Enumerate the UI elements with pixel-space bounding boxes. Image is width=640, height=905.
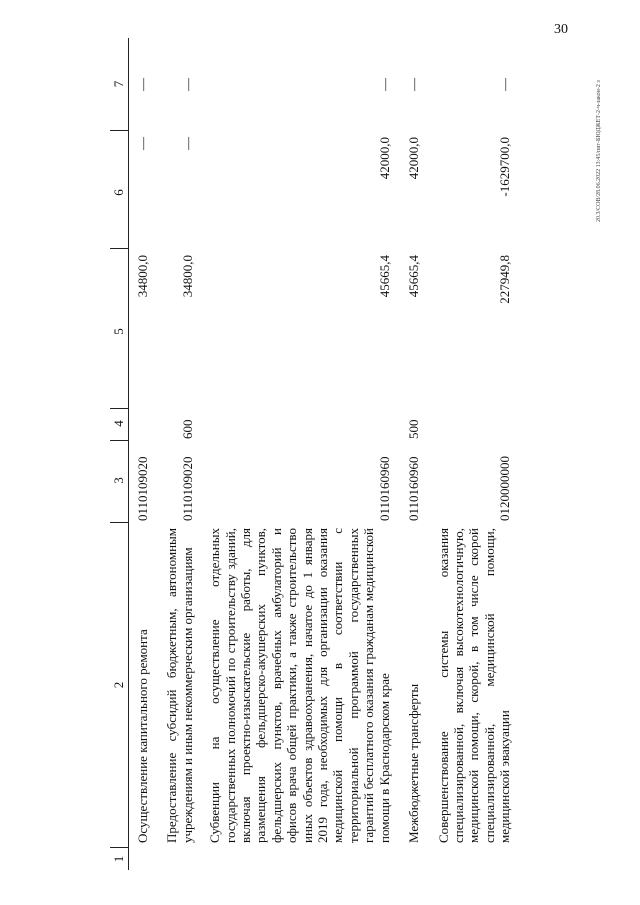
row-sum2: — [179,137,195,150]
row-sum3: — [497,78,513,91]
row-sum1: 34800,0 [179,255,195,298]
row-code: 0110160960 [376,456,392,521]
budget-table [110,38,590,870]
row-name: Предоставление субсидий бюджетным, автономным учреждениям и иным некоммерческим организациям [164,528,195,843]
table-row [135,38,150,870]
row-name: Субвенции на осуществление отдельных государственных полномочий по строительству зданий, включая проектно-изыскательские работы, для размещения фельдшерско-акушерских пунктов, фельдшерских пунктов, врачебных амбулаторий и офисов врача общей практики, а также строительство иных объектов здравоохранения, начатое до 1 января 2019 года, необходимых для организации оказания медицинской помощи в соответствии с территориальной программой государственных гарантий бесплатного оказания гражданам медицинской помощи в Краснодарском крае [207,528,392,843]
row-sum3: — [376,78,392,91]
table-row [436,38,513,870]
table-header [110,38,129,870]
row-name: Совершенствование системы оказания специализированной, включая высокотехнологичную, медицинской помощи, скорой, в том числе скорой специализированной, медицинской помощи, медицинской эвакуации [435,528,513,843]
header-col-5: 5 [110,249,128,409]
table-row [406,38,421,870]
row-sum2: 42000,0 [376,137,392,180]
row-sum1: 34800,0 [135,255,150,298]
row-sum1: 45665,4 [376,255,392,298]
row-sum3: — [179,78,195,91]
row-sum2: -1629700,0 [497,137,513,197]
header-col-3: 3 [110,441,128,523]
header-col-7: 7 [110,38,128,131]
table-row [207,38,392,870]
document-stamp: 20.3/СОВ/28.06.2022 13:45/пит-БЮДЖЕТ-2-ч-закон-2 з [596,80,602,222]
header-col-6: 6 [110,131,128,249]
row-code: 0120000000 [497,456,513,521]
header-col-4: 4 [110,409,128,441]
row-sum1: 45665,4 [406,255,422,298]
row-code: 0110160960 [406,456,422,521]
row-sum2: — [135,137,150,150]
header-col-1: 1 [111,855,126,863]
table-row [164,38,195,870]
row-sum1: 227949,8 [497,255,513,304]
header-col-2: 2 [110,523,128,848]
row-kind: 600 [179,419,195,439]
row-kind: 500 [406,419,422,439]
row-code: 0110109020 [135,456,150,521]
row-sum2: 42000,0 [406,137,422,180]
row-sum3: — [406,78,422,91]
row-sum3: — [135,78,150,91]
row-name: Осуществление капитального ремонта [135,629,150,843]
row-name: Межбюджетные трансферты [406,683,422,843]
page-number: 30 [554,22,568,37]
row-code: 0110109020 [179,456,195,521]
